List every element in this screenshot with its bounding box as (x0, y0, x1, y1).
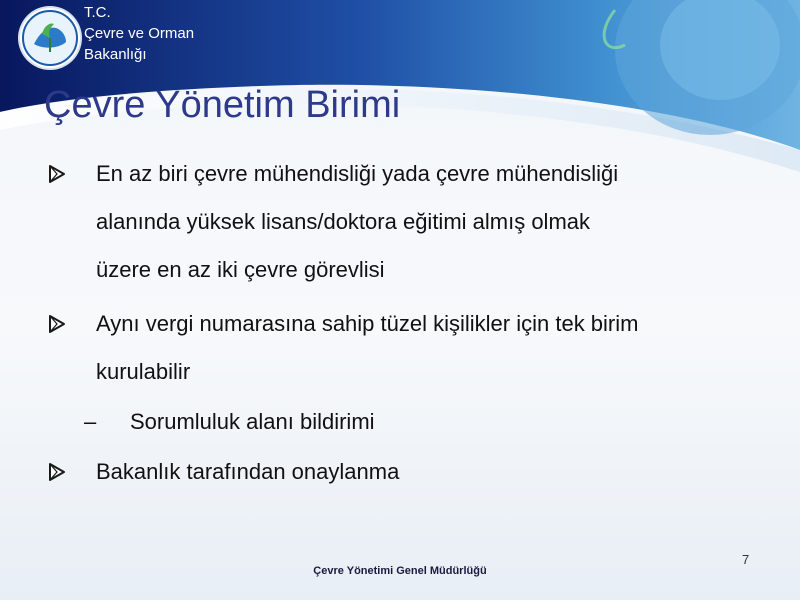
ministry-line-2: Çevre ve Orman (84, 25, 195, 42)
bullet-item-1 (48, 150, 788, 294)
slide-title: Çevre Yönetim Birimi (44, 84, 401, 126)
ministry-line-1: T.C. (84, 4, 111, 21)
ministry-line-3: Bakanlığı (84, 46, 147, 63)
footer-text: Çevre Yönetimi Genel Müdürlüğü (313, 565, 487, 577)
ministry-logo (20, 8, 80, 68)
bullet-3-line-1: Bakanlık tarafından onaylanma (96, 459, 400, 484)
sub-bullet-text: Sorumluluk alanı bildirimi (130, 409, 375, 434)
slide-content (48, 150, 788, 496)
bullet-2-line-2: kurulabilir (96, 359, 191, 384)
bullet-item-2 (48, 300, 788, 396)
bullet-1-line-3: üzere en az iki çevre görevlisi (96, 257, 385, 282)
bullet-1-line-2: alanında yüksek lisans/doktora eğitimi almış olmak (96, 209, 591, 234)
arrow-right-triangle-icon (48, 300, 68, 348)
bullet-item-3 (48, 448, 788, 496)
bullet-1-line-1: En az biri çevre mühendisliği yada çevre mühendisliği (96, 161, 619, 186)
ministry-name (84, 2, 194, 65)
sub-bullet-item (48, 398, 788, 446)
sub-bullet-dash: – (84, 409, 97, 434)
arrow-right-triangle-icon (48, 150, 68, 198)
page-number: 7 (742, 552, 750, 567)
arrow-right-triangle-icon (48, 448, 68, 496)
bullet-2-line-1: Aynı vergi numarasına sahip tüzel kişilikler için tek birim (96, 311, 639, 336)
